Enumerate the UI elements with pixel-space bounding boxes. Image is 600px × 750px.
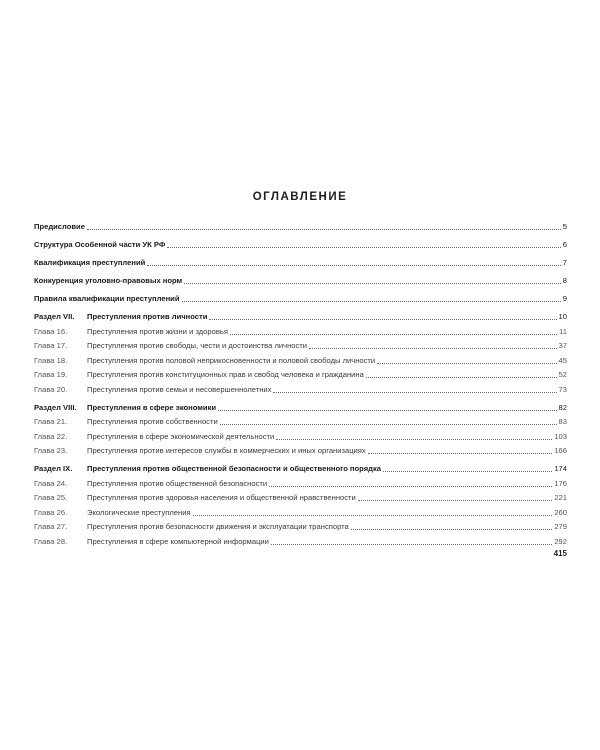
dot-leader [309,339,557,349]
dot-leader [167,238,560,248]
toc-entry-section-label: Раздел VIII. [34,402,77,412]
toc-entry-page: 45 [558,355,567,365]
toc-entry-title: Преступления против свободы, чести и достоинства личности [87,341,308,350]
toc-entry-title: Преступления против интересов службы в коммерческих и иных организациях [87,446,366,455]
dot-leader [218,401,556,411]
toc-entry-title: Преступления против личности [87,312,208,321]
table-of-contents [34,220,567,549]
toc-entry-section-label: Глава 20. [34,384,68,394]
toc-entry[interactable] [34,368,567,383]
toc-entry[interactable] [34,339,567,354]
toc-entry[interactable] [34,415,567,430]
toc-entry-page: 221 [554,493,567,502]
toc-entry-section-label: Глава 25. [34,493,68,502]
toc-entry-title: Конкуренция уголовно-правовых норм [34,276,183,285]
toc-entry-page: 7 [562,258,567,267]
toc-entry-section-label: Глава 24. [34,478,68,488]
dot-leader [184,274,561,284]
toc-entry[interactable] [34,401,567,416]
toc-entry-section-label: Глава 27. [34,522,68,531]
toc-entry-section-label: Глава 26. [34,507,68,517]
toc-entry[interactable] [34,535,567,550]
dot-leader [377,354,556,364]
dot-leader [351,520,553,530]
toc-entry-section-label: Глава 17. [34,341,68,350]
dot-leader [271,535,552,545]
toc-entry[interactable] [34,220,567,235]
toc-entry-section-label: Глава 19. [34,370,68,379]
toc-entry-section-label: Глава 28. [34,536,68,546]
toc-entry-page: 82 [558,402,567,412]
dot-leader [147,256,560,266]
toc-entry[interactable] [34,444,567,459]
toc-entry-page: 52 [558,370,567,379]
toc-entry-title: Преступления против здоровья населения и общественной нравственности [87,493,356,502]
dot-leader [182,292,561,302]
dot-leader [193,506,553,516]
toc-entry-title: Правила квалификации преступлений [34,294,180,303]
toc-entry[interactable] [34,292,567,307]
toc-entry-page: 6 [562,240,567,249]
toc-entry[interactable] [34,325,567,340]
toc-entry-title: Преступления против безопасности движения и эксплуатации транспорта [87,522,349,531]
toc-entry-section-label: Глава 16. [34,326,68,336]
toc-entry-page: 292 [554,536,567,546]
toc-entry-title: Структура Особенной части УК РФ [34,240,166,249]
page-number: 415 [553,549,567,558]
dot-leader [209,310,556,320]
dot-leader [269,477,552,487]
toc-entry-page: 8 [562,276,567,285]
toc-entry-section-label: Глава 22. [34,431,68,441]
toc-entry[interactable] [34,477,567,492]
toc-entry[interactable] [34,310,567,325]
toc-entry-page: 73 [558,384,567,394]
toc-entry-title: Преступления против половой неприкосновенности и половой свободы личности [87,355,376,365]
toc-entry-page: 166 [554,446,567,455]
toc-entry-section-label: Глава 18. [34,355,68,365]
toc-entry-title: Преступления в сфере компьютерной информации [87,536,269,546]
toc-entry-title: Преступления против общественной безопасности [87,478,268,488]
toc-entry-page: 11 [559,326,567,336]
toc-entry[interactable] [34,430,567,445]
toc-entry-page: 260 [554,507,567,517]
toc-entry-page: 279 [554,522,567,531]
toc-entry[interactable] [34,354,567,369]
toc-entry[interactable] [34,274,567,289]
dot-leader [220,415,557,425]
toc-entry-page: 9 [562,294,567,303]
toc-entry-page: 176 [554,478,567,488]
toc-entry-title: Предисловие [34,222,85,231]
toc-entry-section-label: Глава 21. [34,417,68,426]
dot-leader [276,430,552,440]
toc-entry-title: Преступления в сфере экономики [87,402,217,412]
toc-entry[interactable] [34,238,567,253]
toc-entry-title: Преступления против семьи и несовершеннолетних [87,384,272,394]
toc-entry-page: 37 [558,341,567,350]
toc-entry-title: Преступления против конституционных прав и свобод человека и гражданина [87,370,364,379]
toc-entry-section-label: Раздел VII. [34,312,75,321]
toc-entry-title: Экологические преступления [87,507,191,517]
dot-leader [368,444,553,454]
toc-entry-page: 174 [554,464,567,473]
toc-entry[interactable] [34,462,567,477]
toc-entry[interactable] [34,491,567,506]
toc-entry-title: Преступления в сфере экономической деятельности [87,431,275,441]
toc-entry[interactable] [34,256,567,271]
dot-leader [366,368,557,378]
toc-entry-page: 5 [562,222,567,231]
toc-entry[interactable] [34,506,567,521]
toc-entry-title: Преступления против общественной безопасности и общественного порядка [87,464,381,473]
toc-entry-title: Преступления против жизни и здоровья [87,326,228,336]
dot-leader [87,220,561,230]
toc-entry-section-label: Раздел IX. [34,464,73,473]
dot-leader [358,491,553,501]
toc-entry-page: 103 [554,431,567,441]
toc-entry-page: 83 [558,417,567,426]
toc-entry[interactable] [34,520,567,535]
toc-entry[interactable] [34,383,567,398]
page-title: ОГЛАВЛЕНИЕ [252,191,348,203]
dot-leader [383,462,552,472]
toc-entry-page: 10 [558,312,567,321]
toc-entry-title: Преступления против собственности [87,417,218,426]
toc-entry-title: Квалификация преступлений [34,258,146,267]
dot-leader [230,325,557,335]
toc-entry-section-label: Глава 23. [34,446,68,455]
dot-leader [273,383,556,393]
